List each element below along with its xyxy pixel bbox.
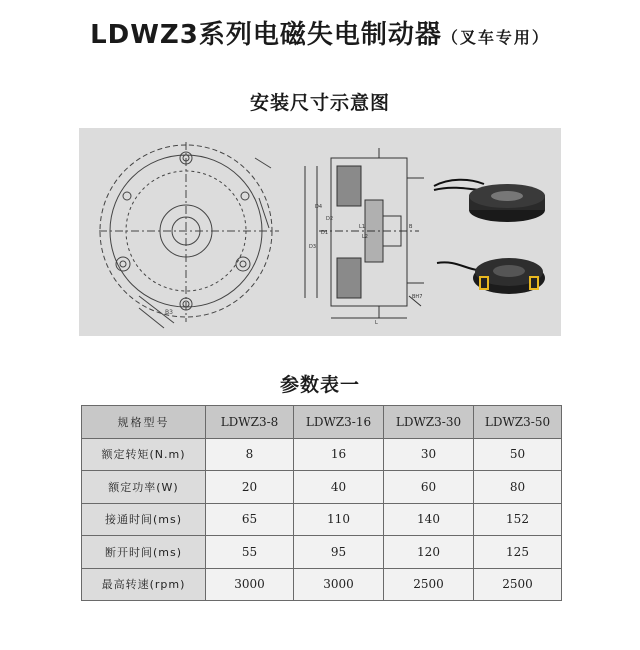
table-header-row	[82, 406, 562, 439]
diagram-section-title: 安装尺寸示意图	[249, 92, 390, 114]
table-cell: 20	[206, 471, 294, 504]
table-row	[82, 503, 562, 536]
header-cell: LDWZ3-30	[384, 406, 474, 439]
table-row	[82, 438, 562, 471]
header-cell: LDWZ3-16	[294, 406, 384, 439]
table-cell: 2500	[474, 568, 562, 601]
table-row	[82, 536, 562, 569]
header-cell-model: 规格型号	[82, 406, 206, 439]
params-section-title: 参数表一	[279, 374, 360, 396]
table-cell: 30	[384, 438, 474, 471]
dimension-label-d3: D3	[309, 244, 317, 250]
row-label: 最高转速(rpm)	[82, 568, 206, 601]
table-cell: 16	[294, 438, 384, 471]
table-cell: 8	[206, 438, 294, 471]
installation-drawing	[79, 128, 561, 336]
dimension-label-b3: B3	[165, 309, 173, 316]
page-subtitle: （叉车专用）	[441, 28, 550, 47]
table-cell: 140	[384, 503, 474, 536]
technical-drawing-svg	[79, 128, 561, 336]
dimension-label-d2: D2	[326, 216, 334, 222]
table-cell: 50	[474, 438, 562, 471]
table-cell: 3000	[294, 568, 384, 601]
table-cell: 110	[294, 503, 384, 536]
table-cell: 120	[384, 536, 474, 569]
brake-product-photo-bottom	[437, 258, 545, 294]
dimension-label-l: L	[375, 320, 378, 326]
dimension-label-l1: L1	[359, 224, 365, 230]
row-label: 断开时间(ms)	[82, 536, 206, 569]
dimension-label-bh7: BH7	[412, 294, 423, 300]
table-cell: 80	[474, 471, 562, 504]
table-cell: 2500	[384, 568, 474, 601]
dimension-label-b: B	[409, 224, 413, 230]
dimension-label-d4: D4	[315, 204, 323, 210]
table-cell: 55	[206, 536, 294, 569]
row-label: 额定转矩(N.m)	[82, 438, 206, 471]
table-cell: 40	[294, 471, 384, 504]
page-title-main: LDWZ3系列电磁失电制动器	[90, 20, 442, 50]
table-cell: 125	[474, 536, 562, 569]
front-view-drawing	[99, 142, 279, 328]
page-title	[0, 14, 640, 51]
dimension-label-l2: L2	[362, 234, 368, 240]
table-cell: 65	[206, 503, 294, 536]
table-cell: 152	[474, 503, 562, 536]
table-cell: 3000	[206, 568, 294, 601]
parameter-table	[81, 405, 562, 601]
header-cell: LDWZ3-8	[206, 406, 294, 439]
table-cell: 95	[294, 536, 384, 569]
row-label: 接通时间(ms)	[82, 503, 206, 536]
row-label: 额定功率(W)	[82, 471, 206, 504]
header-cell: LDWZ3-50	[474, 406, 562, 439]
table-row	[82, 568, 562, 601]
table-cell: 60	[384, 471, 474, 504]
table-row	[82, 471, 562, 504]
dimension-label-d1: D1	[321, 230, 329, 236]
brake-product-photo-top	[434, 180, 545, 222]
